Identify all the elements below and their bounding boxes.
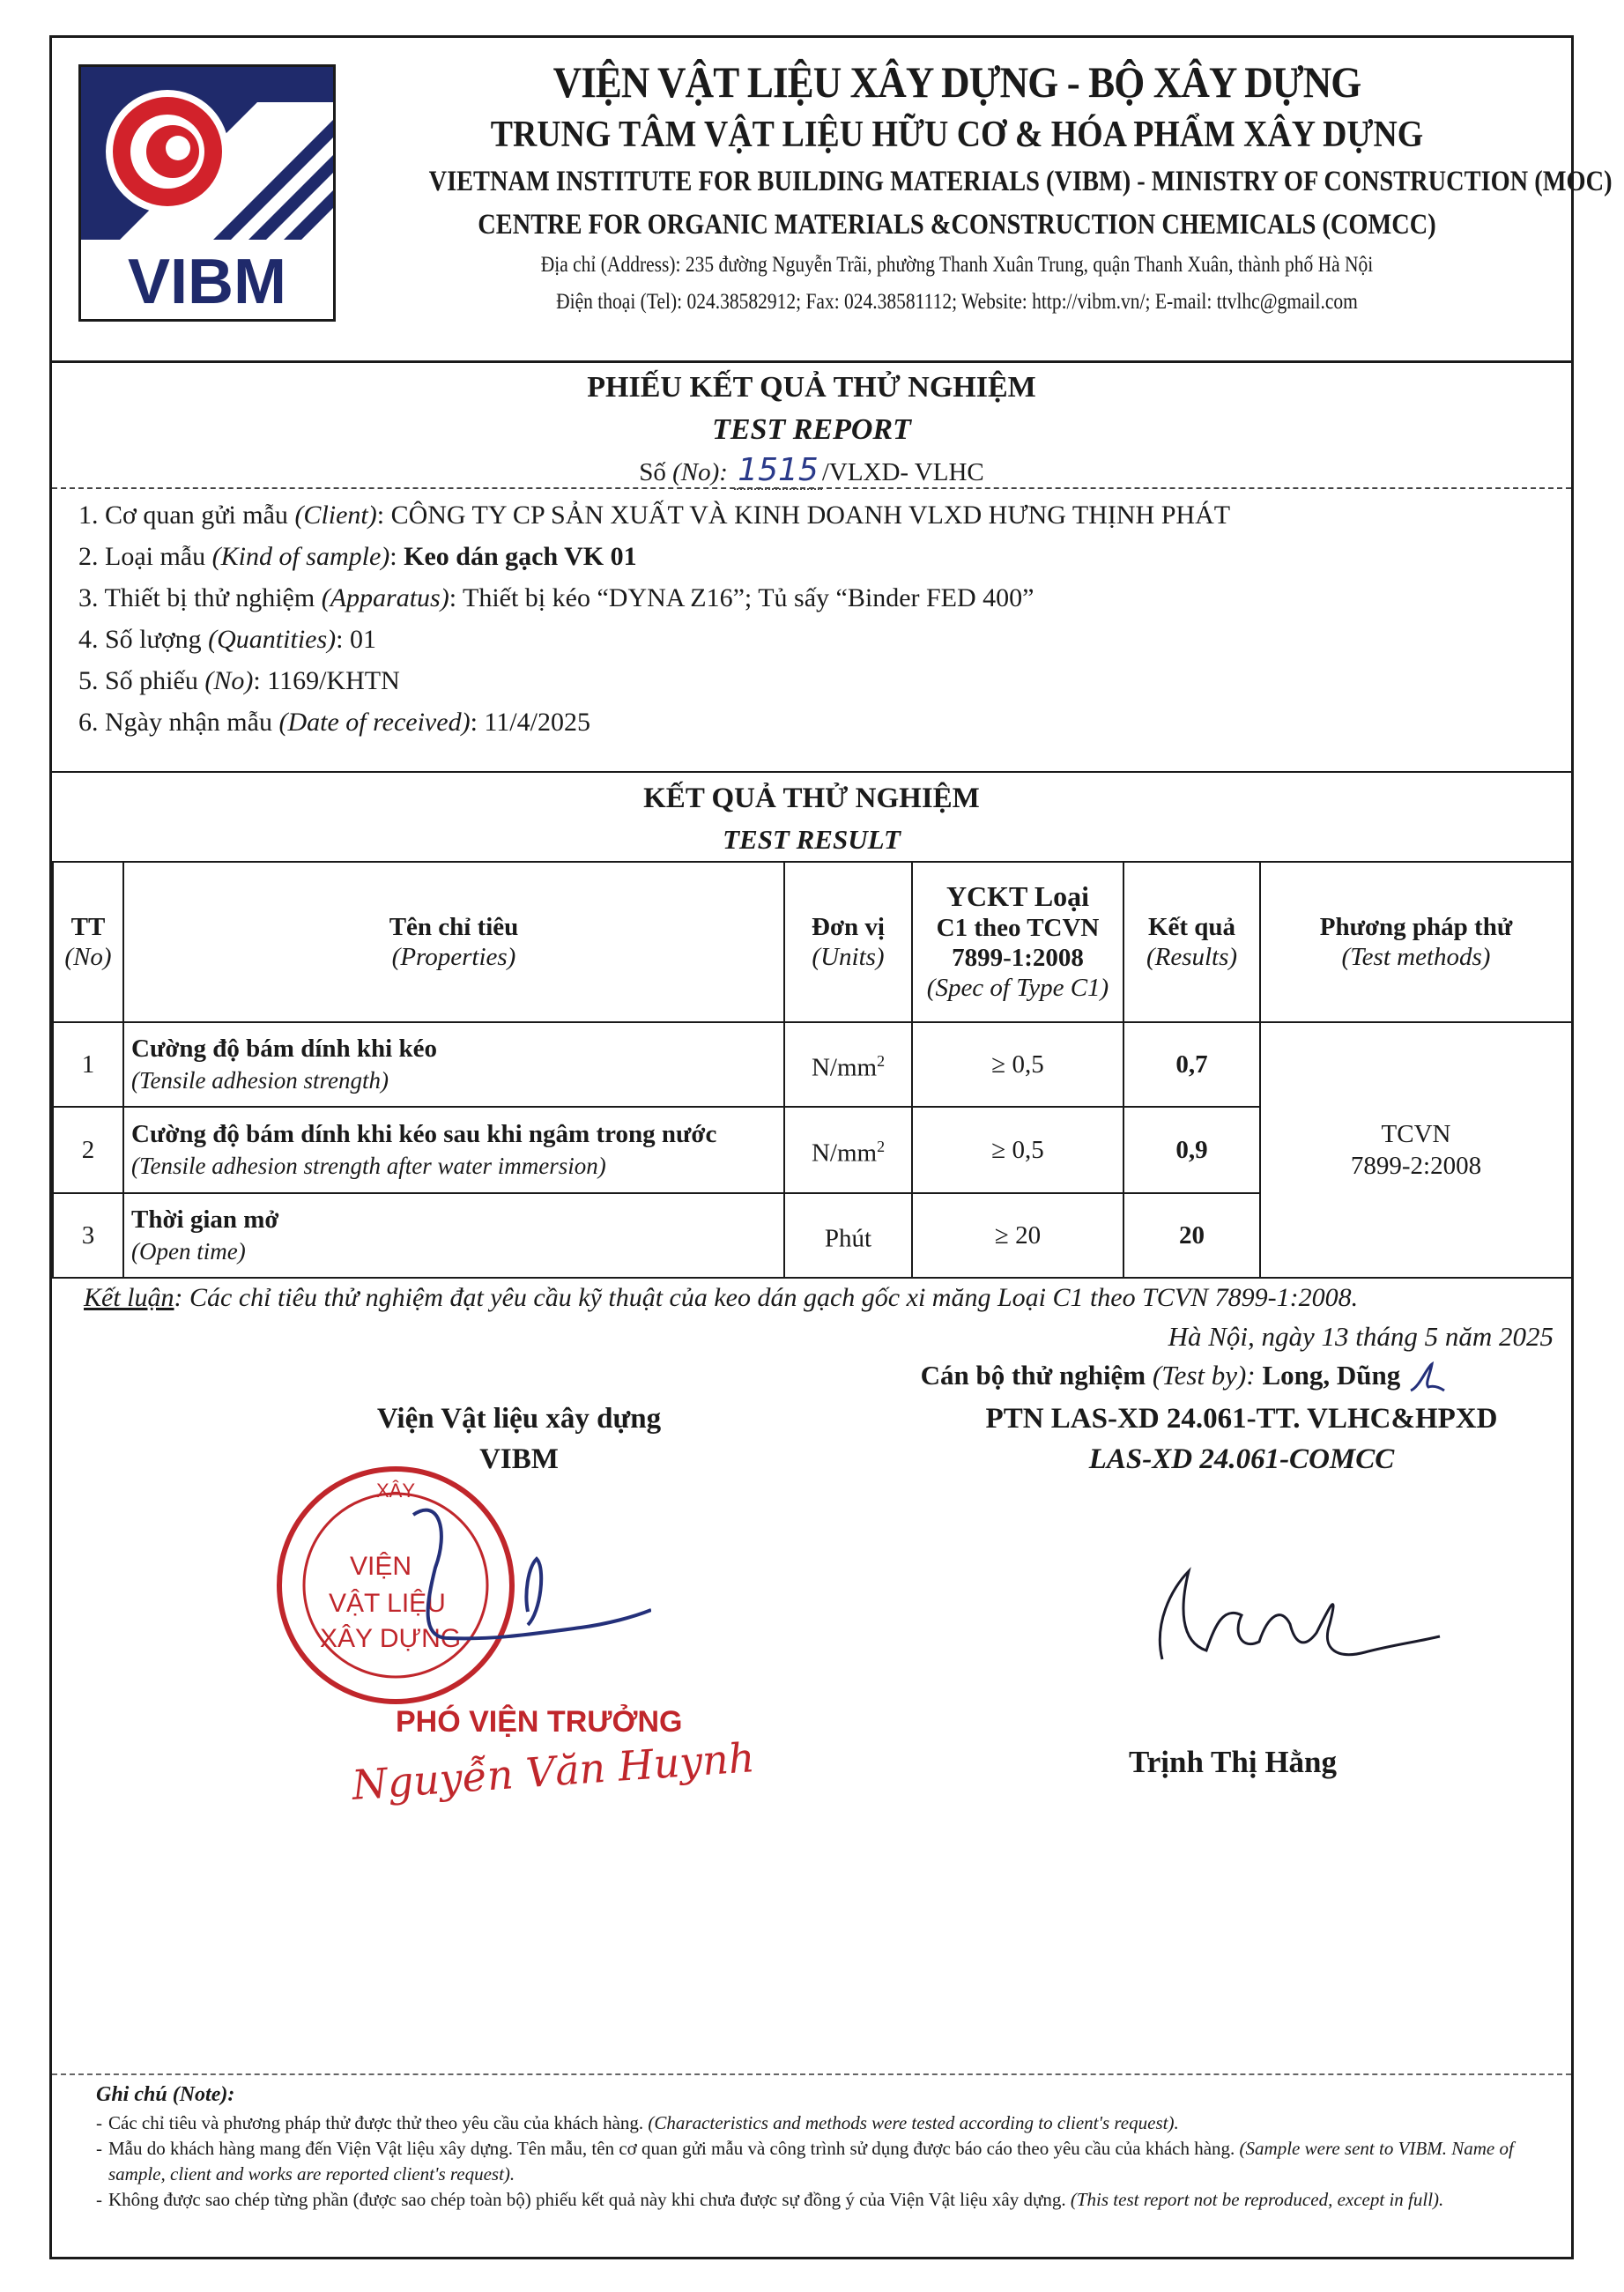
row-no: 2 [53,1107,123,1193]
col-methods: Phương pháp thử (Test methods) [1260,862,1572,1022]
vibm-logo [78,64,336,322]
client-value: CÔNG TY CP SẢN XUẤT VÀ KINH DOANH VLXD HƯNG THỊNH PHÁT [390,501,1231,530]
results-table [52,861,1573,1279]
vibm-logo-graphic [81,67,333,319]
title-vi: PHIẾU KẾT QUẢ THỬ NGHIỆM [587,371,1036,404]
vice-director-title: PHÓ VIỆN TRƯỞNG [396,1705,683,1739]
row-property: Thời gian mở (Open time) [123,1193,784,1278]
notes [96,2079,1545,2213]
conclusion [84,1279,1554,1317]
divider [52,2073,1571,2075]
info-apparatus: 3. Thiết bị thử nghiệm (Apparatus): Thiết bị kéo “DYNA Z16”; Tủ sấy “Binder FED 400” [78,583,1034,612]
institute-name-vi: VIỆN VẬT LIỆU XÂY DỰNG - BỘ XÂY DỰNG [552,57,1361,107]
row-unit: $N/mm^2$ [784,1022,912,1107]
tester-name: Trịnh Thị Hằng [1128,1745,1338,1779]
table-header-row [53,862,1572,1022]
result-title-en: TEST RESULT [723,824,901,855]
row-result: 0,7 [1123,1022,1260,1107]
lab-code-2: LAS-XD 24.061-COMCC [1088,1443,1395,1475]
received-value: 11/4/2025 [484,708,590,737]
tester-line: Cán bộ thử nghiệm (Test by): Long, Dũng [921,1356,1448,1396]
col-spec: YCKT Loại C1 theo TCVN 7899-1:2008 (Spec of Type C1) [912,862,1123,1022]
row-spec: ≥ 0,5 [912,1022,1123,1107]
vibm-label: VIBM [479,1443,559,1475]
report-frame [49,35,1613,2259]
title-en: TEST REPORT [712,413,911,446]
row-no: 1 [53,1022,123,1107]
divider [52,487,1571,489]
info-client: 1. Cơ quan gửi mẫu (Client): CÔNG TY CP SẢN XUẤT VÀ KINH DOANH VLXD HƯNG THỊNH PHÁT [78,501,1231,530]
report-number-value: 1515 [734,452,822,490]
conclusion-label: Kết luận [84,1283,174,1312]
centre-name-en: CENTRE FOR ORGANIC MATERIALS &CONSTRUCTION CHEMICALS (COMCC) [478,209,1436,241]
apparatus-value: Thiết bị kéo “DYNA Z16”; Tủ sấy “Binder FED 400” [463,583,1034,612]
test-method: TCVN 7899-2:2008 [1260,1022,1572,1278]
logo-text: VIBM [128,247,286,317]
tester-names: Long, Dũng [1262,1360,1401,1391]
stamp-line1: VIỆN [350,1552,412,1581]
address: Địa chỉ (Address): 235 đường Nguyễn Trãi, phường Thanh Xuân Trung, quận Thanh Xuân, thành phố Hà Nội [540,253,1374,277]
sample-info [78,494,1554,743]
ticket-value: 1169/KHTN [267,666,400,695]
sample-value: Keo dán gạch VK 01 [404,542,637,571]
col-units: Đơn vị (Units) [784,862,912,1022]
notes-title: Ghi chú (Note): [96,2083,235,2106]
row-result: 20 [1123,1193,1260,1278]
divider [52,771,1571,773]
header-text [343,54,1613,320]
table-row [53,1022,1572,1107]
contact-info: Điện thoại (Tel): 024.38582912; Fax: 024.38581112; Website: http://vibm.vn/; E-mail: ttvlhc@gmail.com [556,290,1358,314]
centre-name-vi: TRUNG TÂM VẬT LIỆU HỮU CƠ & HÓA PHẨM XÂY DỰNG [490,115,1424,155]
report-date: Hà Nội, ngày 13 tháng 5 năm 2025 [1168,1321,1554,1352]
report-number-label: (No): [672,458,728,486]
result-title [52,776,1571,859]
stamp-line3: XÂY DỰNG [320,1624,462,1653]
note-item: - Không được sao chép từng phần (được sao chép toàn bộ) phiếu kết quả này khi chưa được sự đồng ý của Viện Vật liệu xây dựng. (This test report not be reproduced, except in full). [96,2187,1545,2213]
info-quantities: 4. Số lượng (Quantities): 01 [78,625,376,654]
note-item: - Mẫu do khách hàng mang đến Viện Vật liệu xây dựng. Tên mẫu, tên cơ quan gửi mẫu và công trình sử dụng được báo cáo theo yêu cầu của khách hàng. (Sample were sent to VIBM. Name of sample, client and works are reported client's request). [96,2136,1545,2187]
stamp-top-text: XÂY [376,1480,416,1502]
tester-signature [1127,1554,1444,1695]
institute-signature-title: Viện Vật liệu xây dựng VIBM [308,1398,730,1480]
quantities-value: 01 [349,625,376,654]
info-ticket: 5. Số phiếu (No): 1169/KHTN [78,666,400,695]
row-result: 0,9 [1123,1107,1260,1193]
stamp-line2: VẬT LIỆU [329,1589,446,1618]
row-property: Cường độ bám dính khi kéo (Tensile adhesion strength) [123,1022,784,1107]
row-unit: $N/mm^2$ [784,1107,912,1193]
col-properties: Tên chỉ tiêu (Properties) [123,862,784,1022]
report-title [52,366,1571,493]
row-no: 3 [53,1193,123,1278]
report-number-suffix: /VLXD- VLHC [821,458,984,486]
report-header [52,38,1613,363]
report-number [52,450,1571,493]
row-unit: Phút [784,1193,912,1278]
institute-name-en: VIETNAM INSTITUTE FOR BUILDING MATERIALS (VIBM) - MINISTRY OF CONSTRUCTION (MOC) [428,166,1613,197]
conclusion-text: : Các chỉ tiêu thử nghiệm đạt yêu cầu kỹ thuật của keo dán gạch gốc xi măng Loại C1 theo TCVN 7899-1:2008. [174,1283,1359,1312]
info-received: 6. Ngày nhận mẫu (Date of received): 11/4/2025 [78,708,590,737]
row-spec: ≥ 20 [912,1193,1123,1278]
report-number-prefix: Số [639,458,666,486]
vice-director-name: Nguyễn Văn Huynh [350,1733,757,1809]
col-no: TT (No) [53,862,123,1022]
row-spec: ≥ 0,5 [912,1107,1123,1193]
info-sample: 2. Loại mẫu (Kind of sample): Keo dán gạch VK 01 [78,542,637,571]
lab-code-1: PTN LAS-XD 24.061-TT. VLHC&HPXD [985,1403,1498,1435]
note-item: - Các chỉ tiêu và phương pháp thử được thử theo yêu cầu của khách hàng. (Characteristics and methods were tested according to client's request). [96,2110,1545,2136]
row-property: Cường độ bám dính khi kéo sau khi ngâm trong nước (Tensile adhesion strength after water immersion) [123,1107,784,1193]
tester-initial-signature [1407,1361,1448,1396]
col-results: Kết quả (Results) [1123,862,1260,1022]
result-title-vi: KẾT QUẢ THỬ NGHIỆM [643,783,980,814]
